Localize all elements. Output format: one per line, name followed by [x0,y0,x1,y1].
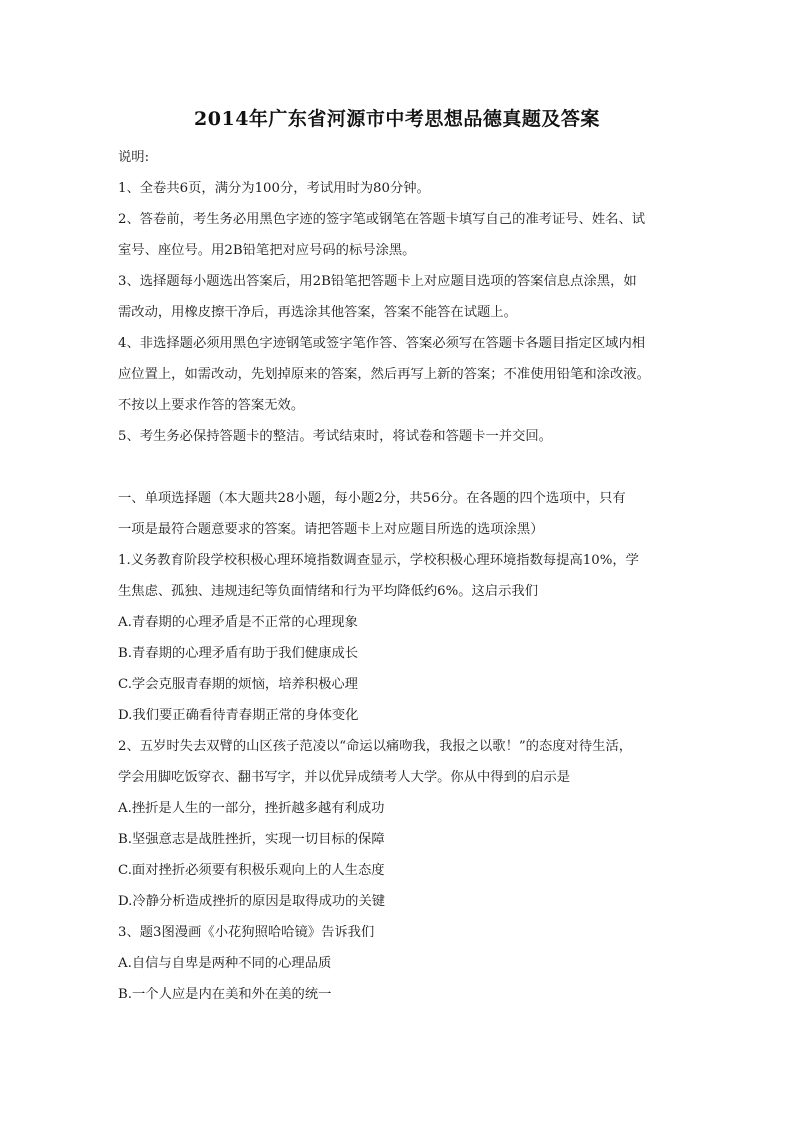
question-option: D.我们要正确看待青春期正常的身体变化 [118,708,359,723]
section-heading: 一、单项选择题（本大题共28小题，每小题2分，共56分。在各题的四个选项中，只有 [118,491,626,506]
instruction-line: 3、选择题每小题选出答案后，用2B铅笔把答题卡上对应题目选项的答案信息点涂黑，如 [118,274,637,289]
instructions-heading: 说明: [118,150,150,165]
section-heading: 一项是最符合题意要求的答案。请把答题卡上对应题目所选的选项涂黑） [118,522,544,537]
question-stem: 3、题3图漫画《小花狗照哈哈镜》告诉我们 [118,925,375,940]
question-option: B.青春期的心理矛盾有助于我们健康成长 [118,646,359,661]
question-stem: 学会用脚吃饭穿衣、翻书写字，并以优异成绩考人大学。你从中得到的启示是 [118,770,571,785]
question-option: A.挫折是人生的一部分，挫折越多越有利成功 [118,801,385,816]
blank-line [118,452,688,483]
question-stem: 1.义务教育阶段学校积极心理环境指数调查显示，学校积极心理环境指数每提高10%，学 [118,553,639,568]
document-title: 2014年广东省河源市中考思想品德真题及答案 [194,108,600,130]
instruction-line: 1、全卷共6页，满分为100分，考试用时为80分钟。 [118,181,430,196]
question-stem: 2、五岁时失去双臂的山区孩子范凌以“命运以痛吻我，我报之以歌！”的态度对待生活， [118,739,633,754]
instruction-line: 需改动，用橡皮擦干净后，再选涂其他答案，答案不能答在试题上。 [118,305,517,320]
question-option: A.青春期的心理矛盾是不正常的心理现象 [118,615,358,630]
question-option: A.自信与自卑是两种不同的心理品质 [118,956,332,971]
instruction-line: 室号、座位号。用2B铅笔把对应号码的标号涂黑。 [118,243,416,258]
question-option: D.冷静分析造成挫折的原因是取得成功的关键 [118,894,386,909]
question-option: B.一个人应是内在美和外在美的统一 [118,987,332,1002]
instruction-line: 不按以上要求作答的答案无效。 [118,398,305,413]
instruction-line: 5、考生务必保持答题卡的整洁。考试结束时，将试卷和答题卡一并交回。 [118,429,552,444]
instruction-line: 4、非选择题必须用黑色字迹钢笔或签字笔作答、答案必须写在答题卡各题目指定区域内相 [118,336,646,351]
question-option: B.坚强意志是战胜挫折，实现一切目标的保障 [118,832,385,847]
question-option: C.学会克服青春期的烦恼，培养积极心理 [118,677,358,692]
question-option: C.面对挫折必须要有积极乐观向上的人生态度 [118,863,385,878]
document-body [118,142,688,1010]
question-stem: 生焦虑、孤独、违规违纪等负面情绪和行为平均降低约6%。这启示我们 [118,584,538,599]
instruction-line: 应位置上，如需改动，先划掉原来的答案，然后再写上新的答案；不准使用铅笔和涂改液。 [118,367,650,382]
instruction-line: 2、答卷前，考生务必用黑色字迹的签字笔或钢笔在答题卡填写自己的准考证号、姓名、试 [118,212,646,227]
